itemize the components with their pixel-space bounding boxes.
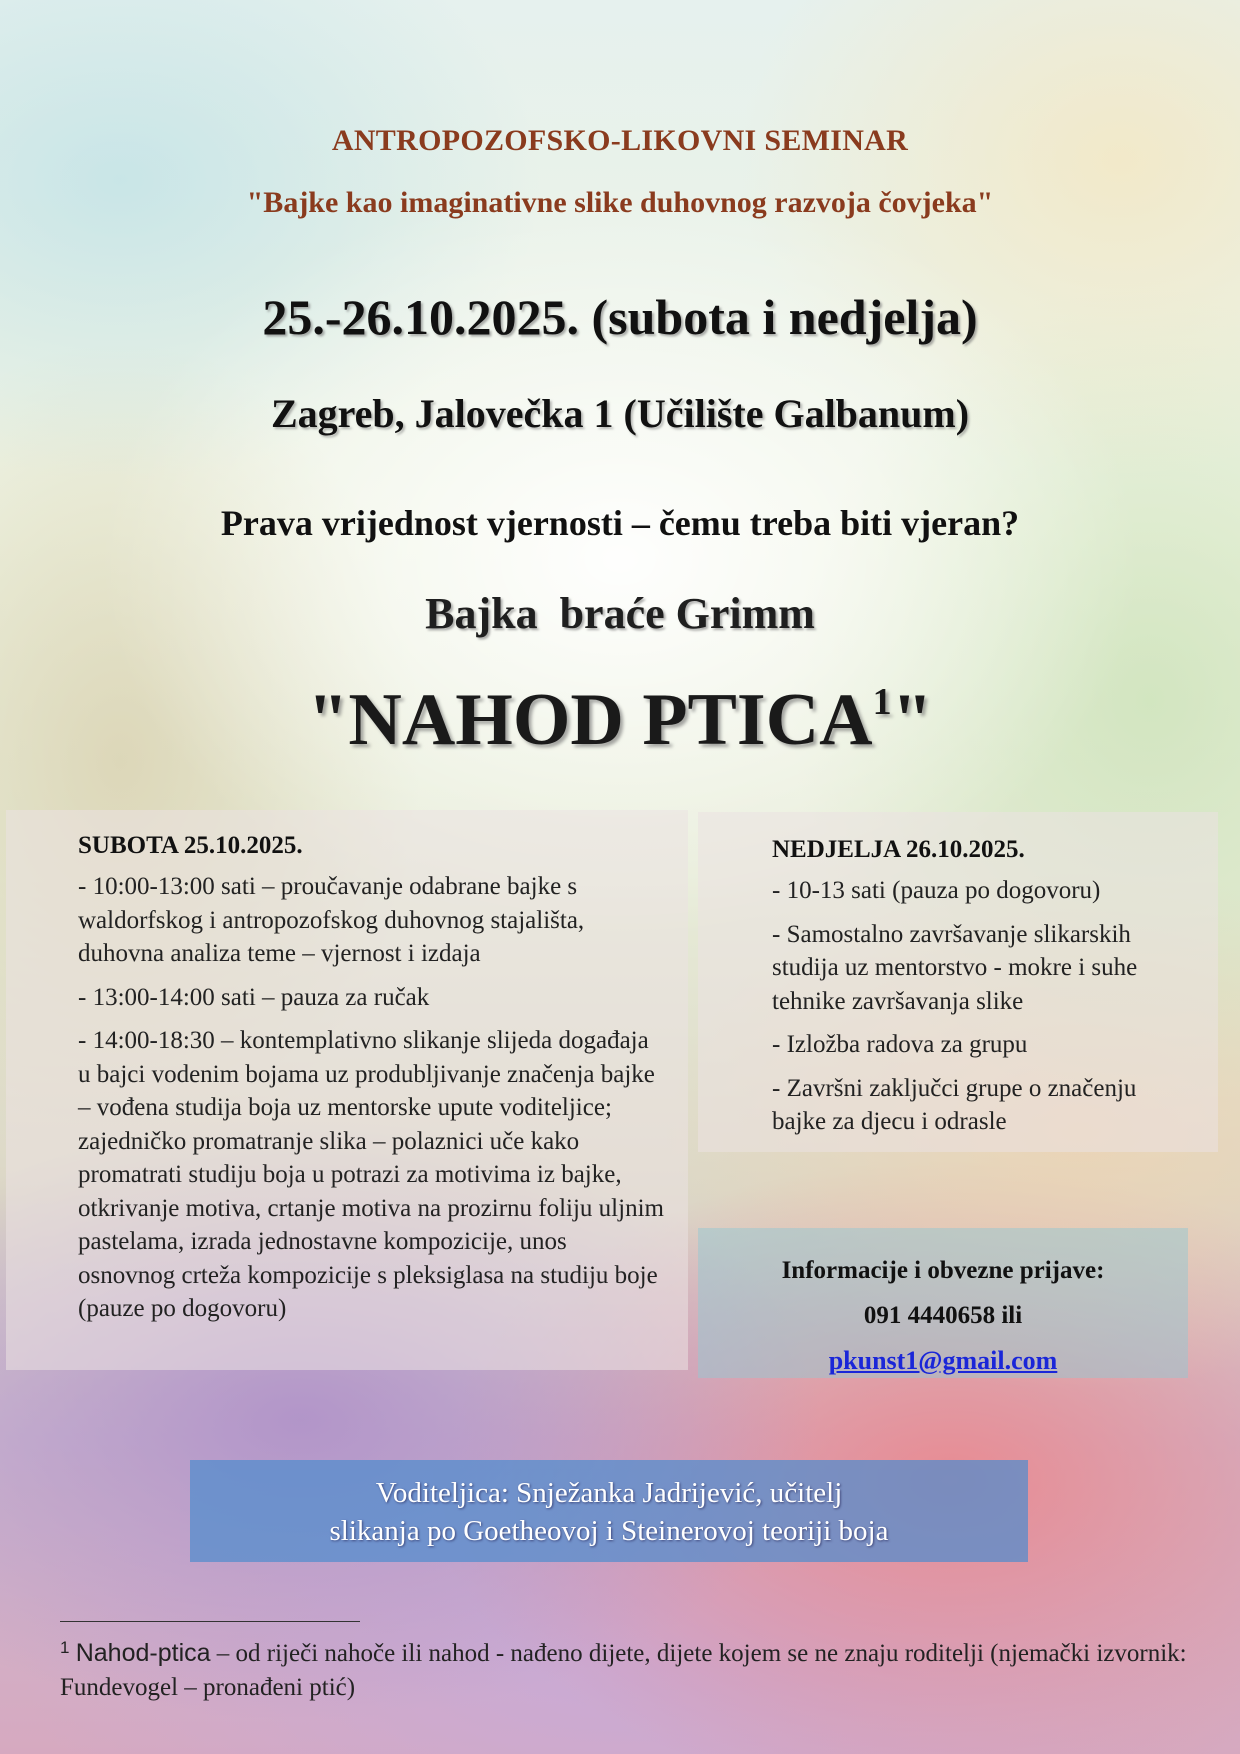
instructor-line-2: slikanja po Goetheovoj i Steinerovoj teoriji boja [329, 1515, 889, 1547]
contact-email-link[interactable]: pkunst1@gmail.com [828, 1346, 1058, 1375]
tale-title [0, 678, 1240, 763]
sunday-schedule-panel [698, 812, 1218, 1152]
instructor-line-1: Voditeljica: Snježanka Jadrijević, učitelj [375, 1477, 843, 1509]
footnote-reference: 1 [872, 681, 892, 723]
tale-title-close-quote: " [891, 679, 933, 761]
schedule-item: - 10-13 sati (pauza po dogovoru) [772, 877, 1101, 904]
footnote-term: Nahod-ptica [75, 1639, 211, 1667]
instructor-box [190, 1460, 1028, 1562]
contact-phone: 091 4440658 ili [863, 1302, 1023, 1329]
event-question: Prava vrijednost vjernosti – čemu treba biti vjeran? [220, 503, 1020, 543]
schedule-item: - Izložba radova za grupu [772, 1031, 1028, 1058]
tale-author: Bajka braće Grimm [425, 589, 815, 638]
schedule-item: - 13:00-14:00 sati – pauza za ručak [78, 983, 430, 1011]
footnote-marker: 1 [60, 1638, 70, 1657]
tale-title-text: "NAHOD PTICA [307, 679, 873, 761]
saturday-heading: SUBOTA 25.10.2025. [78, 832, 303, 859]
event-location: Zagreb, Jalovečka 1 (Učilište Galbanum) [270, 391, 970, 436]
schedule-item: - 14:00-18:30 – kontemplativno slikanje slijeda događaja u bajci vodenim bojama uz produbljivanje značenja bajke – vođena studija boja uz mentorske upute voditeljice; zajedničko promatranje slika – polaznici uče kako promatrati studiju boja u potrazi za motivima iz bajke, otkrivanje motiva, crtanje motiva na prozirnu foliju uljnim pastelama, izrada jednostavne kompozicije, unos osnovnog crteža kompozicije s pleksiglasa na studiju boje (pauze po dogovoru) [78, 1027, 664, 1322]
footnote-divider [60, 1621, 360, 1622]
contact-label: Informacije i obvezne prijave: [781, 1257, 1105, 1284]
seminar-label: ANTROPOZOFSKO-LIKOVNI SEMINAR [331, 124, 909, 157]
footnote [60, 1636, 1190, 1705]
footnote-definition: – od riječi nahoče ili nahod - nađeno dijete, dijete kojem se ne znaju roditelji (njemački izvornik: Fundevogel – pronađeni ptić) [60, 1640, 1187, 1701]
event-date: 25.-26.10.2025. (subota i nedjelja) [262, 289, 978, 345]
sunday-schedule-list [772, 874, 1196, 1139]
seminar-subtitle: "Bajke kao imaginativne slike duhovnog razvoja čovjeka" [246, 186, 994, 219]
schedule-item: - Samostalno završavanje slikarskih studija uz mentorstvo - mokre i suhe tehnike završavanja slike [772, 920, 1138, 1015]
saturday-schedule-list [78, 870, 666, 1326]
contact-box [698, 1228, 1188, 1378]
schedule-item: - Završni zaključci grupe o značenju bajke za djecu i odrasle [772, 1074, 1137, 1135]
schedule-item: - 10:00-13:00 sati – proučavanje odabrane bajke s waldorfskog i antropozofskog duhovnog stajališta, duhovna analiza teme – vjernost i izdaja [78, 873, 585, 967]
saturday-schedule-panel [6, 810, 688, 1370]
sunday-heading: NEDJELJA 26.10.2025. [772, 836, 1025, 863]
